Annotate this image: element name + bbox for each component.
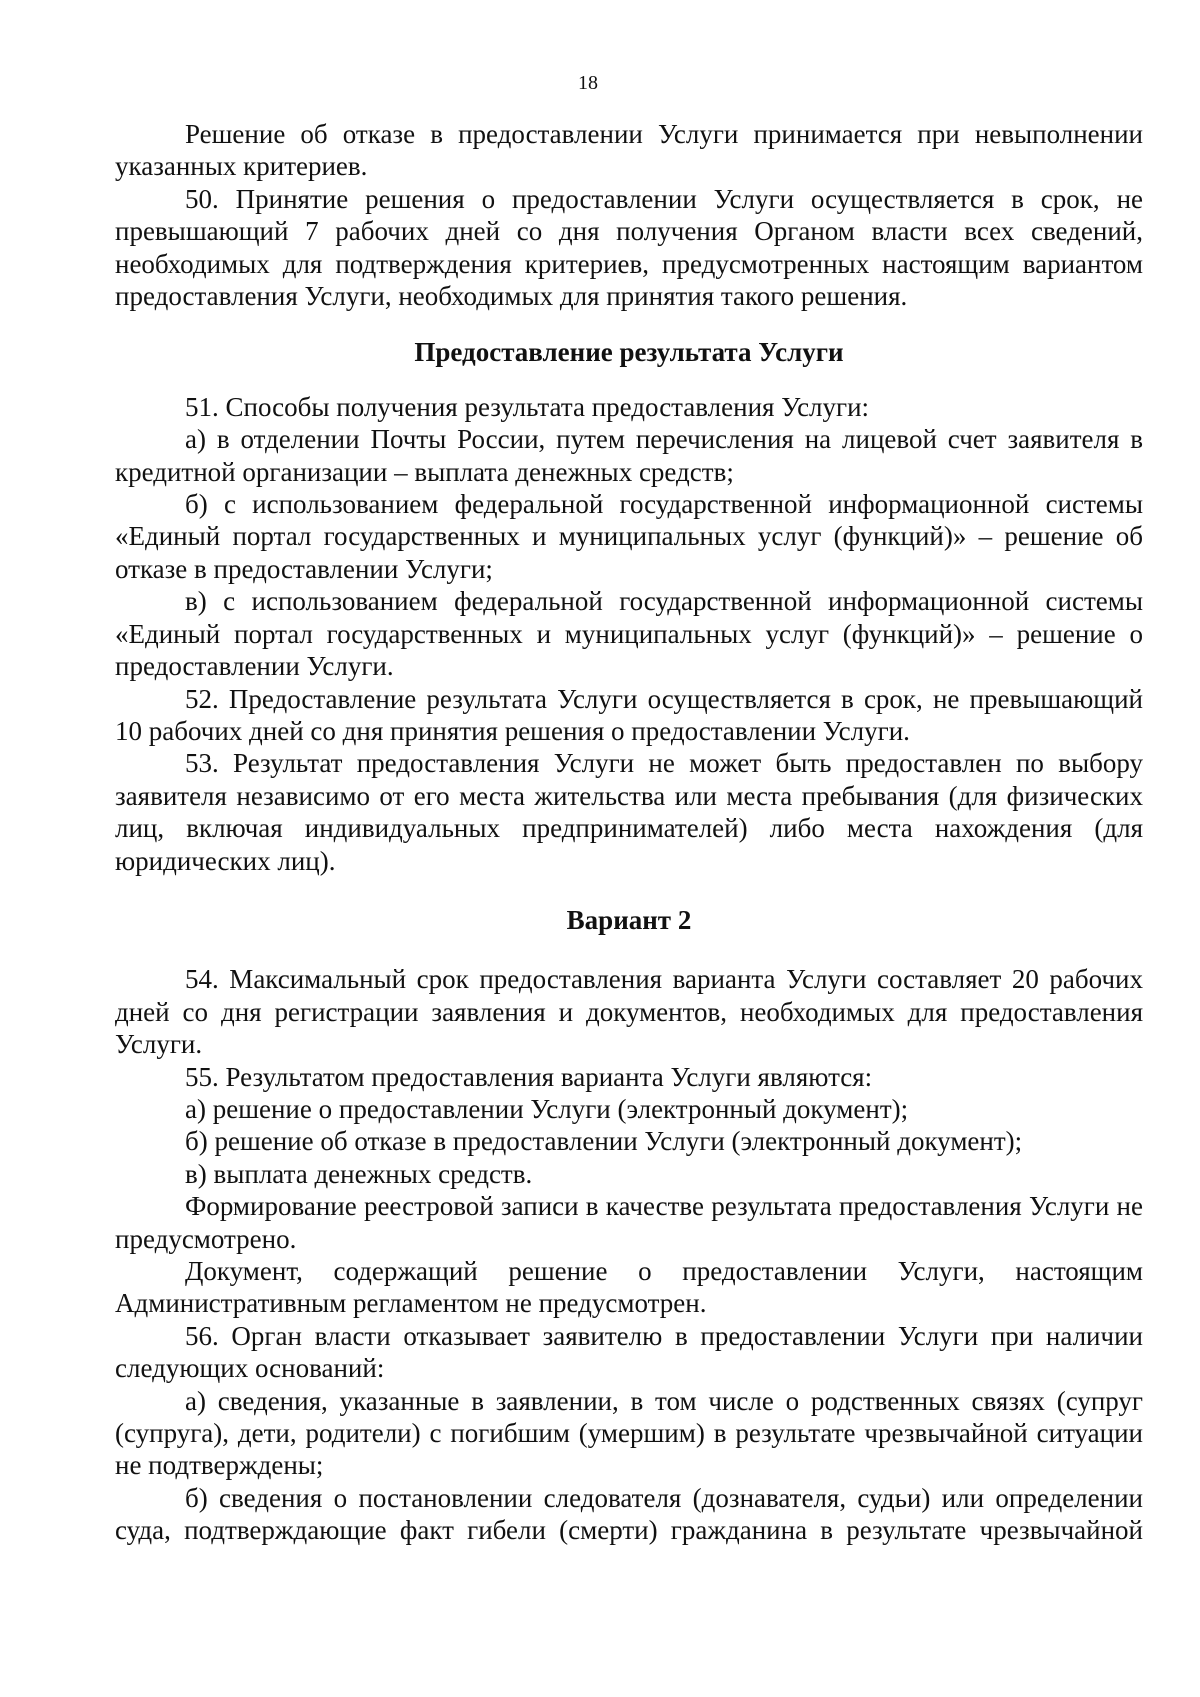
paragraph: 54. Максимальный срок предоставления варианта Услуги составляет 20 рабочих дней со дня регистрации заявления и документов, необходимых для предоставления Услуги. [115,964,1143,1060]
document-body [115,118,1143,1547]
list-item: а) решение о предоставлении Услуги (электронный документ); [185,1093,909,1124]
paragraph: а) в отделении Почты России, путем перечисления на лицевой счет заявителя в кредитной организации – выплата денежных средств; [115,424,1143,487]
section-heading: Предоставление результата Услуги [414,337,844,368]
list-item: в) выплата денежных средств. [185,1158,533,1189]
paragraph: 56. Орган власти отказывает заявителю в предоставлении Услуги при наличии следующих оснований: [115,1320,1143,1384]
paragraph: Документ, содержащий решение о предоставлении Услуги, настоящим Административным регламентом не предусмотрен. [115,1256,1143,1319]
paragraph: 55. Результатом предоставления варианта Услуги являются: [185,1061,873,1092]
paragraph: Решение об отказе в предоставлении Услуги принимается при невыполнении указанных критериев. [115,119,1143,182]
paragraph: в) с использованием федеральной государственной информационной системы «Единый портал государственных и муниципальных услуг (функций)» – решение о предоставлении Услуги. [115,586,1143,682]
paragraph: б) с использованием федеральной государственной информационной системы «Единый портал государственных и муниципальных услуг (функций)» – решение об отказе в предоставлении Услуги; [115,489,1143,584]
paragraph: 53. Результат предоставления Услуги не может быть предоставлен по выбору заявителя независимо от его места жительства или места пребывания (для физических лиц, включая индивидуальных предпринимателей) либо места нахождения (для юридических лиц). [115,748,1143,876]
list-item: а) сведения, указанные в заявлении, в том числе о родственных связях (супруг (супруга), дети, родители) с погибшим (умершим) в результате чрезвычайной ситуации не подтверждены; [115,1385,1143,1481]
section-heading: Вариант 2 [566,904,692,935]
paragraph: 51. Способы получения результата предоставления Услуги: [185,391,870,422]
paragraph: Формирование реестровой записи в качестве результата предоставления Услуги не предусмотрено. [115,1191,1143,1254]
page-number: 18 [578,72,598,94]
paragraph: 52. Предоставление результата Услуги осуществляется в срок, не превышающий 10 рабочих дней со дня принятия решения о предоставлении Услуги. [115,683,1143,746]
list-item: б) сведения о постановлении следователя (дознавателя, судьи) или определении суда, подтверждающие факт гибели (смерти) гражданина в результате чрезвычайной [115,1482,1143,1546]
list-item: б) решение об отказе в предоставлении Услуги (электронный документ); [185,1126,1023,1157]
paragraph: 50. Принятие решения о предоставлении Услуги осуществляется в срок, не превышающий 7 рабочих дней со дня получения Органом власти всех сведений, необходимых для подтверждения критериев, предусмотренных настоящим вариантом предоставления Услуги, необходимых для принятия такого решения. [115,183,1143,312]
